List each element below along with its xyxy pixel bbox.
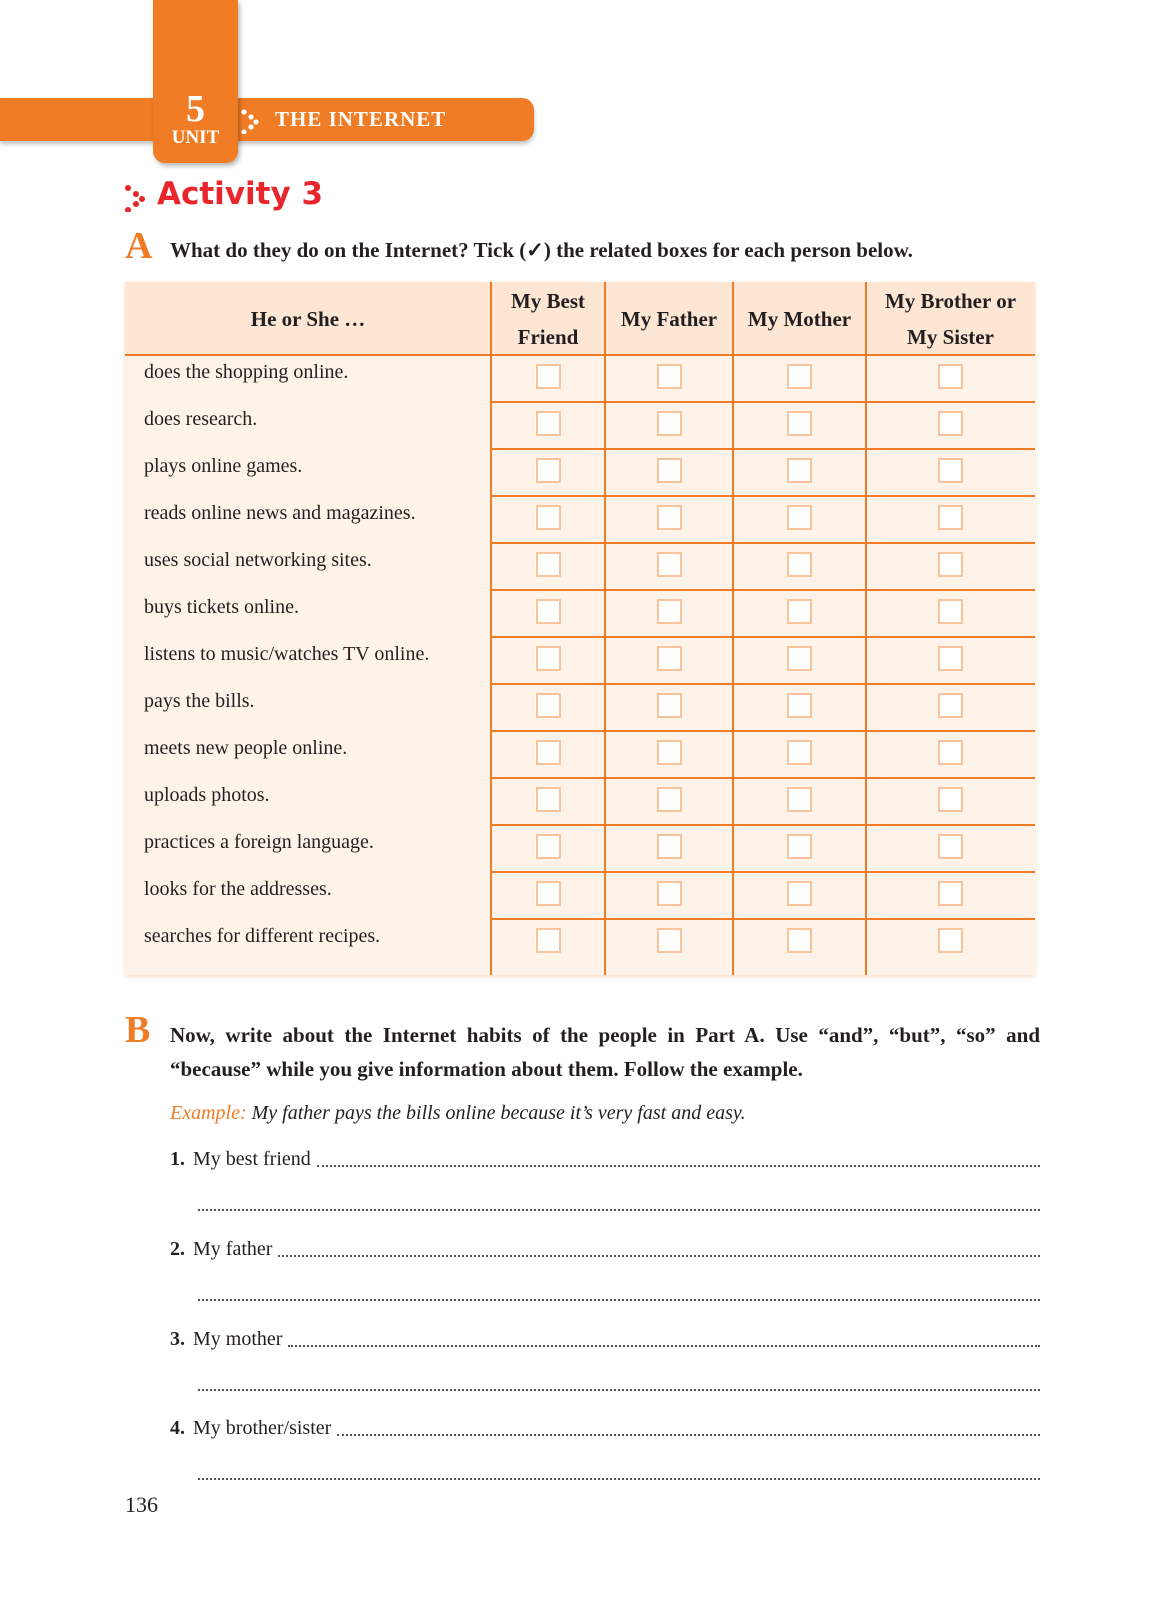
row-label: does research. [144, 408, 258, 430]
activity-dots-icon [124, 184, 146, 212]
tick-box-my-brother-or-sister[interactable] [938, 458, 963, 483]
tick-box-my-brother-or-sister[interactable] [938, 787, 963, 812]
table-row [125, 543, 1035, 590]
answer-write-line[interactable] [198, 1209, 1040, 1211]
answer-write-line[interactable] [288, 1345, 1040, 1347]
tick-box-my-father[interactable] [657, 740, 682, 765]
banner-dots-icon [240, 108, 260, 134]
example-label: Example: [170, 1102, 247, 1124]
row-label: listens to music/watches TV online. [144, 643, 430, 665]
tick-box-my-mother[interactable] [787, 411, 812, 436]
tick-box-my-father[interactable] [657, 552, 682, 577]
tick-box-my-best-friend[interactable] [536, 928, 561, 953]
column-header-line: My Best [510, 288, 586, 313]
answer-item [170, 1145, 311, 1173]
tick-box-my-best-friend[interactable] [536, 740, 561, 765]
answer-write-line[interactable] [198, 1478, 1040, 1480]
tick-box-my-mother[interactable] [787, 834, 812, 859]
unit-tab [153, 0, 238, 163]
answer-label: My mother [193, 1328, 283, 1350]
answer-write-line[interactable] [198, 1389, 1040, 1391]
tick-box-my-father[interactable] [657, 881, 682, 906]
answer-write-line[interactable] [337, 1434, 1040, 1436]
example-text: My father pays the bills online because it’s very fast and easy. [251, 1102, 746, 1124]
tick-box-my-father[interactable] [657, 364, 682, 389]
tick-box-my-mother[interactable] [787, 928, 812, 953]
answer-write-line[interactable] [317, 1165, 1040, 1167]
tick-box-my-mother[interactable] [787, 505, 812, 530]
column-header-line: My Sister [907, 324, 994, 349]
tick-box-my-brother-or-sister[interactable] [938, 505, 963, 530]
tick-box-my-brother-or-sister[interactable] [938, 881, 963, 906]
tick-box-my-father[interactable] [657, 411, 682, 436]
tick-box-my-father[interactable] [657, 646, 682, 671]
tick-box-my-mother[interactable] [787, 599, 812, 624]
tick-box-my-best-friend[interactable] [536, 599, 561, 624]
answer-item [170, 1235, 272, 1263]
answer-number: 4. [170, 1417, 185, 1439]
tick-box-my-best-friend[interactable] [536, 881, 561, 906]
activity-title: Activity 3 [157, 176, 324, 212]
tick-box-my-best-friend[interactable] [536, 552, 561, 577]
tick-box-my-father[interactable] [657, 928, 682, 953]
answer-item [170, 1325, 282, 1353]
answer-number: 3. [170, 1328, 185, 1350]
answer-label: My brother/sister [193, 1417, 332, 1439]
row-label: uploads photos. [144, 784, 270, 806]
column-header-my-brother-or-sister [866, 282, 1035, 355]
tick-box-my-brother-or-sister[interactable] [938, 599, 963, 624]
column-header-line: Friend [517, 324, 579, 349]
tick-box-my-mother[interactable] [787, 552, 812, 577]
part-b-instruction-line1: Now, write about the Internet habits of the people in Part A. Use “and”, “but”, “so” and [170, 1023, 1040, 1047]
column-header-he-or-she [125, 282, 491, 355]
activity-table [125, 282, 1035, 975]
row-label: buys tickets online. [144, 596, 299, 618]
row-label: does the shopping online. [144, 361, 349, 383]
tick-box-my-mother[interactable] [787, 458, 812, 483]
tick-box-my-mother[interactable] [787, 364, 812, 389]
answer-number: 1. [170, 1148, 185, 1170]
unit-banner [0, 98, 534, 141]
tick-box-my-father[interactable] [657, 693, 682, 718]
part-a-letter: A [125, 225, 153, 267]
tick-box-my-brother-or-sister[interactable] [938, 646, 963, 671]
tick-box-my-mother[interactable] [787, 740, 812, 765]
table-row [125, 637, 1035, 684]
row-label: plays online games. [144, 455, 303, 477]
part-b-instruction-line2: “because” while you give information about them. Follow the example. [170, 1057, 803, 1081]
tick-box-my-father[interactable] [657, 505, 682, 530]
tick-box-my-brother-or-sister[interactable] [938, 693, 963, 718]
row-label: meets new people online. [144, 737, 348, 759]
tick-box-my-best-friend[interactable] [536, 787, 561, 812]
answer-write-line[interactable] [278, 1255, 1040, 1257]
tick-box-my-best-friend[interactable] [536, 693, 561, 718]
column-header-my-father [605, 282, 733, 355]
tick-box-my-mother[interactable] [787, 881, 812, 906]
tick-box-my-brother-or-sister[interactable] [938, 928, 963, 953]
table-row [125, 872, 1035, 919]
example-sentence [170, 1099, 746, 1127]
part-a-instruction: What do they do on the Internet? Tick (✓) the related boxes for each person below. [170, 238, 913, 262]
tick-box-my-best-friend[interactable] [536, 646, 561, 671]
tick-box-my-father[interactable] [657, 787, 682, 812]
tick-box-my-best-friend[interactable] [536, 411, 561, 436]
table-row [125, 449, 1035, 496]
row-label: practices a foreign language. [144, 831, 374, 853]
column-header-line: He or She … [250, 306, 366, 331]
answer-label: My best friend [193, 1148, 311, 1170]
row-label: pays the bills. [144, 690, 255, 712]
tick-box-my-brother-or-sister[interactable] [938, 552, 963, 577]
answer-label: My father [193, 1238, 273, 1260]
table-row [125, 355, 1035, 402]
tick-box-my-mother[interactable] [787, 646, 812, 671]
tick-box-my-best-friend[interactable] [536, 505, 561, 530]
tick-box-my-father[interactable] [657, 458, 682, 483]
table-row [125, 402, 1035, 449]
unit-title: THE INTERNET [275, 107, 447, 131]
tick-box-my-father[interactable] [657, 599, 682, 624]
tick-box-my-mother[interactable] [787, 787, 812, 812]
column-header-line: My Father [620, 306, 718, 331]
table-row [125, 731, 1035, 778]
answer-write-line[interactable] [198, 1299, 1040, 1301]
table-row [125, 778, 1035, 825]
tick-box-my-best-friend[interactable] [536, 364, 561, 389]
table-row [125, 590, 1035, 637]
row-label: reads online news and magazines. [144, 502, 416, 524]
column-header-line: My Mother [747, 306, 852, 331]
tick-box-my-best-friend[interactable] [536, 458, 561, 483]
tick-box-my-brother-or-sister[interactable] [938, 740, 963, 765]
table-row [125, 496, 1035, 543]
column-header-line: My Brother or [884, 288, 1017, 313]
unit-label: UNIT [171, 127, 220, 148]
table-row [125, 684, 1035, 731]
page-number: 136 [125, 1492, 158, 1517]
answer-item [170, 1414, 331, 1442]
column-header-my-mother [733, 282, 866, 355]
tick-box-my-father[interactable] [657, 834, 682, 859]
tick-box-my-best-friend[interactable] [536, 834, 561, 859]
table-row [125, 825, 1035, 872]
tick-box-my-brother-or-sister[interactable] [938, 411, 963, 436]
part-b-letter: B [125, 1009, 151, 1051]
tick-box-my-brother-or-sister[interactable] [938, 364, 963, 389]
unit-number: 5 [186, 88, 205, 130]
tick-box-my-mother[interactable] [787, 693, 812, 718]
column-header-my-best-friend [491, 282, 605, 355]
answer-number: 2. [170, 1238, 185, 1260]
tick-box-my-brother-or-sister[interactable] [938, 834, 963, 859]
row-label: uses social networking sites. [144, 549, 372, 571]
table-row [125, 919, 1035, 966]
row-label: searches for different recipes. [144, 925, 381, 947]
row-label: looks for the addresses. [144, 878, 332, 900]
